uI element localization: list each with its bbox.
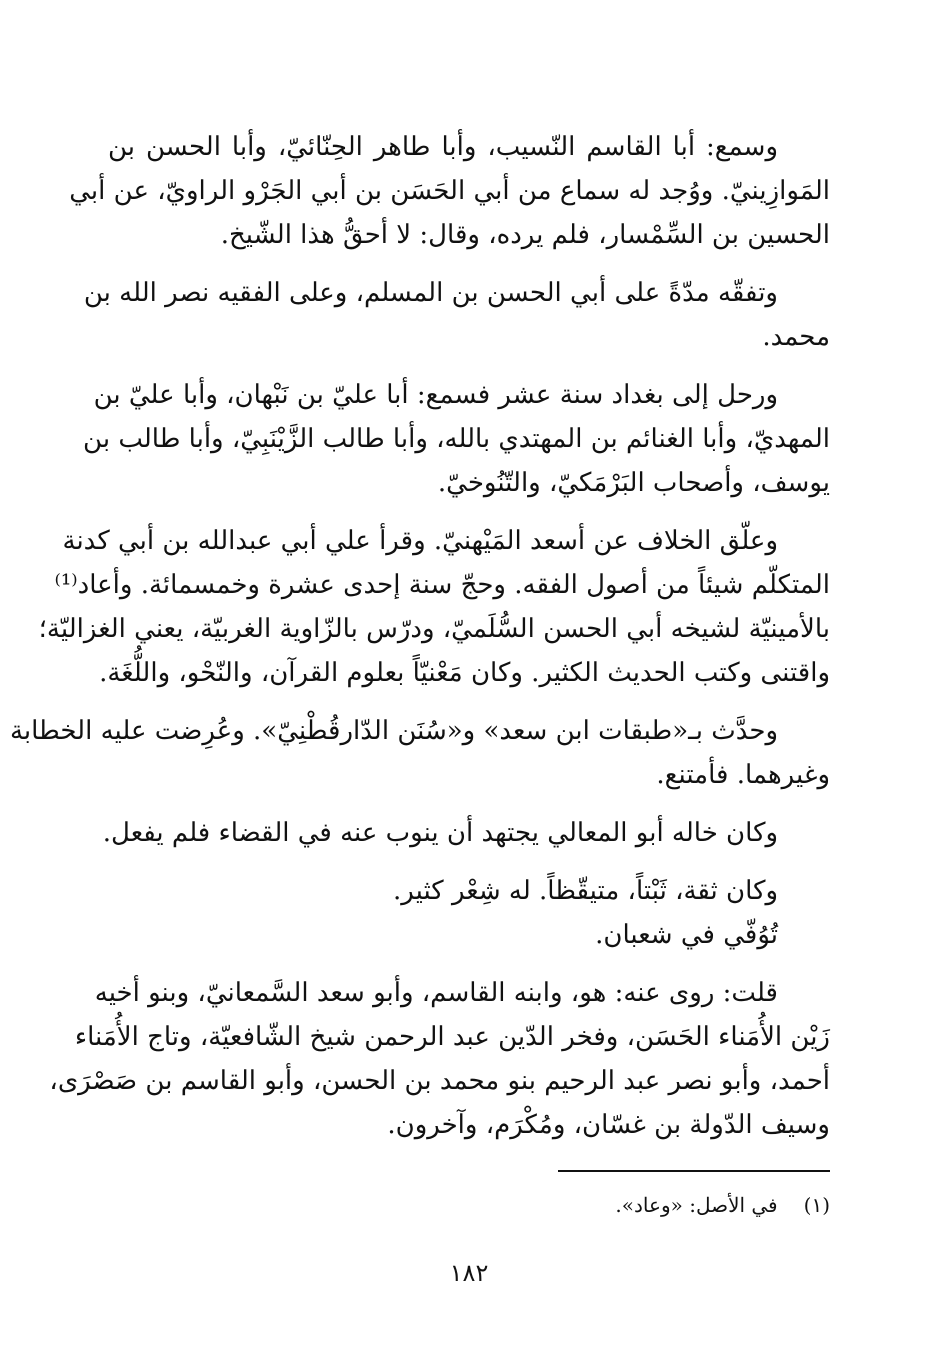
paragraph-qultu xyxy=(49,971,830,1147)
paragraph-khaluhu xyxy=(102,811,830,855)
text-line: وكان خاله أبو المعالي يجتهد أن ينوب عنه في القضاء فلم يفعل. xyxy=(102,818,778,848)
footnote-number: (١) xyxy=(803,1193,830,1217)
paragraph-allaqa xyxy=(38,519,830,695)
text-line: وحدَّث بـ«طبقات ابن سعد» و«سُنَن الدّارقُطْنِيّ». وعُرِضت عليه الخطابة xyxy=(9,716,778,746)
footnote-text: في الأصل: «وعاد». xyxy=(615,1193,778,1217)
text-line: وغيرهما. فأمتنع. xyxy=(656,760,830,790)
text-line: المهديّ، وأبا الغنائم بن المهتدي بالله، وأبا طالب الزَّيْنَبِيّ، وأبا طالب بن xyxy=(83,424,830,454)
paragraph-tafaqqah xyxy=(83,271,830,359)
text-line: وسيف الدّولة بن غسّان، ومُكْرَم، وآخرون. xyxy=(387,1110,830,1140)
page-number: ١٨٢ xyxy=(449,1259,489,1287)
paragraph-haddatha xyxy=(9,709,830,797)
text-line: ورحل إلى بغداد سنة عشر فسمع: أبا عليّ بن نَبْهان، وأبا عليّ بن xyxy=(93,380,778,410)
text-line: قلت: روى عنه: هو، وابنه القاسم، وأبو سعد السَّمعانيّ، وبنو أخيه xyxy=(94,978,778,1008)
text-line: محمد. xyxy=(762,322,830,352)
page-body xyxy=(9,125,830,1161)
text-line: الحسين بن السِّمْسار، فلم يرده، وقال: لا أحقُّ هذا الشّيخ. xyxy=(220,220,830,250)
text-line: وتفقّه مدّةً على أبي الحسن بن المسلم، وعلى الفقيه نصر الله بن xyxy=(83,278,778,308)
text-line: وكان ثقة، ثَبْتاً، متيقّظاً. له شِعْر كثير. xyxy=(393,876,778,906)
paragraph-samaa xyxy=(69,125,830,257)
paragraph-thiqa xyxy=(108,869,830,957)
text-line: بالأمينيّة لشيخه أبي الحسن السُّلَميّ، ودرّس بالزّاوية الغربيّة، يعني الغزاليّة؛ xyxy=(38,614,830,644)
footnote-divider xyxy=(558,1170,830,1172)
text-line: وسمع: أبا القاسم النّسيب، وأبا طاهر الحِنّائيّ، وأبا الحسن بن xyxy=(108,132,778,162)
text-line: واقتنى وكتب الحديث الكثير. وكان مَعْنيّاً بعلوم القرآن، والنّحْو، واللُّغَة. xyxy=(99,658,830,688)
text-line: تُوُفّي في شعبان. xyxy=(595,920,778,950)
text-line: المتكلّم شيئاً من أصول الفقه. وحجّ سنة إحدى عشرة وخمسمائة. وأعاد⁽¹⁾ xyxy=(54,570,830,600)
text-line: أحمد، وأبو نصر عبد الرحيم بنو محمد بن الحسن، وأبو القاسم بن صَصْرَى، xyxy=(49,1066,830,1096)
paragraph-rahala xyxy=(83,373,830,505)
text-line: وعلّق الخلاف عن أسعد المَيْهنيّ. وقرأ علي أبي عبدالله بن أبي كدنة xyxy=(62,526,778,556)
text-line: يوسف، وأصحاب البَرْمَكيّ، والتّنُوخيّ. xyxy=(437,468,830,498)
text-line: زَيْن الأُمَناء الحَسَن، وفخر الدّين عبد الرحمن شيخ الشّافعيّة، وتاج الأُمَناء xyxy=(74,1022,830,1052)
footnote xyxy=(470,1190,830,1220)
text-line: المَوازِينيّ. ووُجد له سماع من أبي الحَسَن بن أبي الجَرْو الراويّ، عن أبي xyxy=(69,176,830,206)
